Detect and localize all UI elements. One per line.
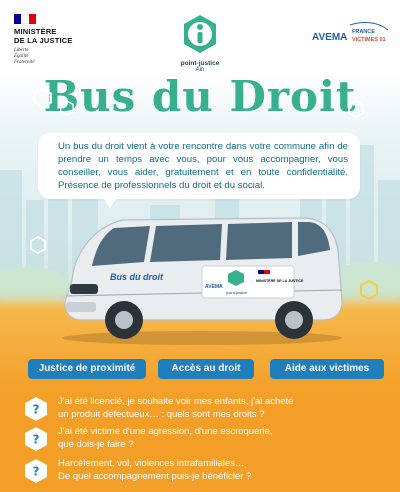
faq-3-line2: De quel accompagnement puis-je bénéficier ? [58, 470, 252, 482]
faq-item [24, 396, 374, 424]
van-panel-pj: point-justice [226, 290, 248, 295]
svg-text:?: ? [32, 402, 40, 417]
faq-1-line2: un produit défectueux… : quels sont mes droits ? [58, 408, 265, 420]
faq-3-line1: Harcèlement, vol, violences intrafamiliales… [58, 458, 245, 469]
point-justice-icon [182, 14, 218, 54]
question-hexagon-icon [24, 426, 48, 452]
ministry-name-line1: MINISTÈRE [14, 27, 57, 36]
hexagon-decoration-icon [34, 88, 52, 108]
svg-text:VICTIMES 01: VICTIMES 01 [352, 37, 386, 43]
hexagon-decoration-icon [348, 100, 364, 118]
faq-2-line2: que dois-je faire ? [58, 438, 134, 450]
svg-text:?: ? [32, 432, 40, 447]
point-justice-city: Ain [195, 67, 205, 73]
hexagon-decoration-icon [360, 280, 378, 300]
ministry-name-line2: DE LA JUSTICE [14, 35, 73, 45]
hexagon-decoration-icon [60, 100, 74, 116]
devise-liberte: Liberté [14, 48, 29, 53]
svg-text:?: ? [32, 464, 40, 479]
avema-logo-text: AVEMA [312, 32, 348, 43]
faq-2-line1: J'ai été victime d'une agression, d'une escroquerie, [58, 426, 273, 437]
svg-text:FRANCE: FRANCE [352, 29, 375, 35]
btn-justice-proximite[interactable]: Justice de proximité [28, 359, 146, 379]
devise-fraternite: Fraternité [14, 60, 35, 65]
faq-1-line1: J'ai été licencié, je souhaite voir mes enfants, j'ai acheté [58, 396, 294, 407]
btn-aide-victimes[interactable]: Aide aux victimes [270, 359, 384, 379]
question-hexagon-icon [24, 396, 48, 422]
avema-france-victimes-logo [310, 20, 390, 50]
ministry-logo [14, 14, 84, 66]
bubble-tail [102, 196, 118, 208]
van-panel-ministere: MINISTÈRE DE LA JUSTICE [256, 279, 304, 283]
point-justice-name: point-justice [180, 60, 220, 67]
faq-item [24, 458, 374, 486]
van-panel-avema: AVEMA [205, 284, 223, 290]
btn-acces-droit[interactable]: Accès au droit [158, 359, 254, 379]
question-hexagon-icon [24, 458, 48, 484]
faq-item [24, 426, 374, 454]
hexagon-decoration-icon [30, 236, 46, 254]
bus-van-illustration [52, 210, 352, 345]
van-side-label: Bus du droit [110, 272, 163, 282]
point-justice-logo [172, 14, 228, 73]
devise-egalite: Égalité [14, 54, 29, 59]
page-title: Bus du Droit [43, 72, 357, 121]
intro-text: Un bus du droit vient à votre rencontre dans votre commune afin de prendre un temps avec vous, pour vous accompagner, vous conseiller, vous aider, gratuitement et en toute confidentialité. Présence de professionnels du droit et du social. [58, 141, 348, 191]
category-buttons [28, 359, 384, 379]
marianne-flag-icon [14, 14, 36, 24]
